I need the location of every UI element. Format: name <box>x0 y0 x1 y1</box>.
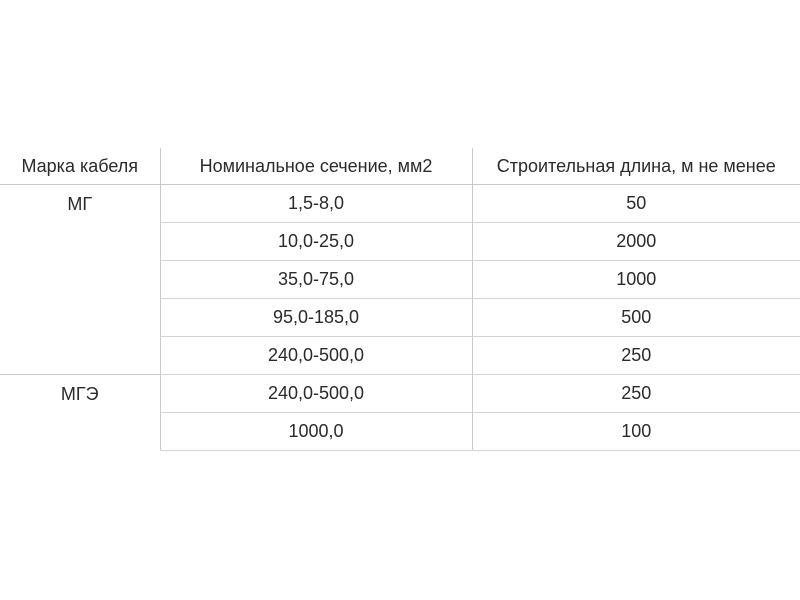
header-construction-length: Строительная длина, м не менее <box>472 148 800 185</box>
cable-brand-cell: МГ <box>0 185 160 375</box>
table-body <box>0 185 800 451</box>
section-cell: 95,0-185,0 <box>160 299 472 337</box>
section-cell: 1,5-8,0 <box>160 185 472 223</box>
length-cell: 500 <box>472 299 800 337</box>
section-cell: 240,0-500,0 <box>160 337 472 375</box>
cable-spec-table <box>0 148 800 451</box>
section-cell: 10,0-25,0 <box>160 223 472 261</box>
table-header <box>0 148 800 185</box>
length-cell: 100 <box>472 413 800 451</box>
header-nominal-section: Номинальное сечение, мм2 <box>160 148 472 185</box>
section-cell: 1000,0 <box>160 413 472 451</box>
length-cell: 2000 <box>472 223 800 261</box>
length-cell: 250 <box>472 337 800 375</box>
header-cable-brand: Марка кабеля <box>0 148 160 185</box>
cable-spec-table-container <box>0 148 800 451</box>
header-row <box>0 148 800 185</box>
table-row <box>0 185 800 223</box>
table-row <box>0 375 800 413</box>
length-cell: 250 <box>472 375 800 413</box>
length-cell: 1000 <box>472 261 800 299</box>
length-cell: 50 <box>472 185 800 223</box>
cable-brand-cell: МГЭ <box>0 375 160 451</box>
section-cell: 35,0-75,0 <box>160 261 472 299</box>
section-cell: 240,0-500,0 <box>160 375 472 413</box>
